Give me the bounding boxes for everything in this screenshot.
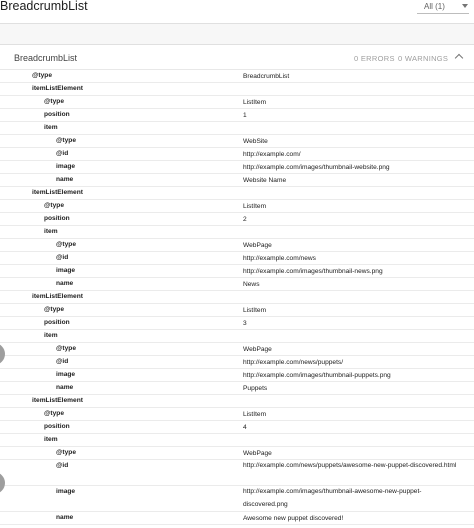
property-value: WebPage xyxy=(243,346,272,353)
property-name: position xyxy=(44,111,70,118)
table-row xyxy=(0,447,474,460)
property-name: @type xyxy=(56,241,76,248)
property-name: item xyxy=(44,436,58,443)
property-value: ListItem xyxy=(243,411,267,418)
property-name: @type xyxy=(32,72,52,79)
property-value: http://example.com/images/thumbnail-awesome-new-puppet-discovered.png xyxy=(243,488,422,508)
property-name: itemListElement xyxy=(32,189,83,196)
table-row xyxy=(0,135,474,148)
table-row xyxy=(0,356,474,369)
table-row xyxy=(0,317,474,330)
property-value: ListItem xyxy=(243,99,267,106)
filter-label: All (1) xyxy=(424,2,445,11)
property-name: image xyxy=(56,267,76,274)
property-value: 3 xyxy=(243,320,247,327)
property-value: http://example.com/news xyxy=(243,255,316,262)
table-row xyxy=(0,96,474,109)
table-row xyxy=(0,395,474,408)
table-row xyxy=(0,174,474,187)
property-name: name xyxy=(56,514,74,521)
property-name: @type xyxy=(44,98,64,105)
table-row xyxy=(0,239,474,252)
property-name: @type xyxy=(44,202,64,209)
table-row xyxy=(0,512,474,525)
table-row xyxy=(0,291,474,304)
property-name: name xyxy=(56,384,74,391)
errors-count: 0 ERRORS xyxy=(354,54,395,63)
top-bar xyxy=(0,0,474,24)
property-name: @id xyxy=(56,358,69,365)
property-value: News xyxy=(243,281,260,288)
property-value: http://example.com/images/thumbnail-puppets.png xyxy=(243,372,391,379)
property-name: name xyxy=(56,176,74,183)
chevron-up-icon[interactable] xyxy=(455,54,463,62)
table-row xyxy=(0,265,474,278)
property-name: @id xyxy=(56,254,69,261)
chevron-down-icon xyxy=(462,4,468,8)
property-value: WebPage xyxy=(243,242,272,249)
result-panel-header[interactable] xyxy=(0,44,474,70)
table-row xyxy=(0,213,474,226)
table-row xyxy=(0,486,474,512)
property-name: @type xyxy=(44,410,64,417)
property-value: 4 xyxy=(243,424,247,431)
property-name: @type xyxy=(56,345,76,352)
property-name: itemListElement xyxy=(32,85,83,92)
property-name: image xyxy=(56,371,76,378)
property-name: @id xyxy=(56,462,69,469)
property-name: item xyxy=(44,228,58,235)
property-value: http://example.com/news/puppets/awesome-new-puppet-discovered.html xyxy=(243,462,457,469)
property-value: WebSite xyxy=(243,138,268,145)
table-row xyxy=(0,421,474,434)
property-name: position xyxy=(44,215,70,222)
table-row xyxy=(0,330,474,343)
property-value: ListItem xyxy=(243,307,267,314)
table-row xyxy=(0,70,474,83)
table-row xyxy=(0,109,474,122)
warnings-count: 0 WARNINGS xyxy=(398,54,449,63)
property-value: ListItem xyxy=(243,203,267,210)
table-row xyxy=(0,408,474,421)
property-value: Website Name xyxy=(243,177,287,184)
property-name: position xyxy=(44,319,70,326)
table-row xyxy=(0,122,474,135)
property-value: http://example.com/images/thumbnail-website.png xyxy=(243,164,390,171)
property-name: position xyxy=(44,423,70,430)
property-name: @id xyxy=(56,150,69,157)
property-name: itemListElement xyxy=(32,293,83,300)
property-name: image xyxy=(56,488,76,495)
property-name: item xyxy=(44,124,58,131)
table-row xyxy=(0,83,474,96)
table-row xyxy=(0,460,474,486)
property-name: image xyxy=(56,163,76,170)
property-value: 1 xyxy=(243,112,247,119)
property-name: @type xyxy=(56,137,76,144)
property-value: http://example.com/news/puppets/ xyxy=(243,359,344,366)
table-row xyxy=(0,187,474,200)
table-row xyxy=(0,161,474,174)
table-row xyxy=(0,434,474,447)
table-row xyxy=(0,304,474,317)
page-background xyxy=(0,24,474,44)
property-value: WebPage xyxy=(243,450,272,457)
property-value: Awesome new puppet discovered! xyxy=(243,515,344,522)
table-row xyxy=(0,369,474,382)
table-row xyxy=(0,382,474,395)
structured-data-table xyxy=(0,70,474,525)
table-row xyxy=(0,148,474,161)
property-value: BreadcrumbList xyxy=(243,73,290,80)
filter-dropdown[interactable] xyxy=(417,0,469,14)
property-value: Puppets xyxy=(243,385,268,392)
property-name: itemListElement xyxy=(32,397,83,404)
property-name: @type xyxy=(56,449,76,456)
property-name: item xyxy=(44,332,58,339)
panel-title: BreadcrumbList xyxy=(14,53,78,63)
table-row xyxy=(0,343,474,356)
property-value: http://example.com/images/thumbnail-news.png xyxy=(243,268,383,275)
property-name: @type xyxy=(44,306,64,313)
table-row xyxy=(0,278,474,291)
property-value: 2 xyxy=(243,216,247,223)
page-title: BreadcrumbList xyxy=(0,0,88,13)
property-name: name xyxy=(56,280,74,287)
table-row xyxy=(0,200,474,213)
property-value: http://example.com/ xyxy=(243,151,301,158)
table-row xyxy=(0,226,474,239)
table-row xyxy=(0,252,474,265)
